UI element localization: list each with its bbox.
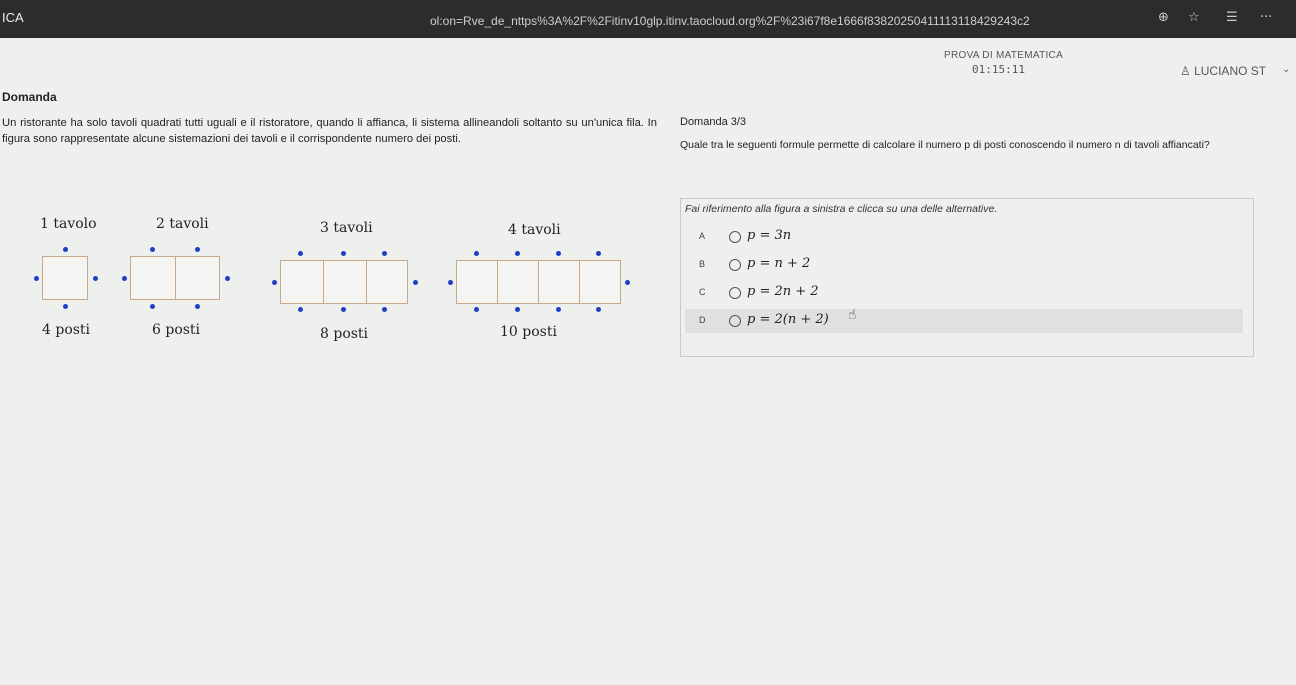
seat-dot [150,247,155,252]
table-group-3 [280,260,408,304]
more-icon[interactable]: ··· [1260,10,1273,25]
radio-icon[interactable] [729,315,741,327]
radio-icon[interactable] [729,259,741,271]
tab-title[interactable]: ICA [2,10,24,25]
seat-dot [382,307,387,312]
table-group-2 [130,256,220,300]
option-d[interactable]: D p = 2(n + 2) ☝ [685,309,1243,333]
main-content [0,90,1296,685]
exam-header [0,38,1296,95]
seat-dot [474,251,479,256]
figure-seats-label: 8 posti [320,326,369,342]
seat-dot [195,304,200,309]
chevron-down-icon[interactable]: ⌄ [1282,64,1291,75]
seat-dot [341,307,346,312]
hand-cursor-icon: ☝ [848,307,857,323]
question-stem: Un ristorante ha solo tavoli quadrati tutti uguali e il ristoratore, quando li affianca, li sistema allineandoli soltanto su un'unica fila. In figura sono rappresentate alcune sistemazioni dei tavoli e il corrispondente numero dei posti. [2,117,657,145]
table-group-4 [456,260,621,304]
tables-figure [30,214,660,354]
option-a[interactable]: A p = 3n [699,228,792,243]
option-c[interactable]: C p = 2n + 2 [699,284,819,299]
radio-icon[interactable] [729,287,741,299]
seat-dot [382,251,387,256]
seat-dot [225,276,230,281]
seat-dot [515,251,520,256]
seat-dot [272,280,277,285]
seat-dot [413,280,418,285]
zoom-icon[interactable]: ⊕ [1158,10,1169,25]
seat-dot [474,307,479,312]
seat-dot [34,276,39,281]
seat-dot [63,304,68,309]
figure-seats-label: 4 posti [42,322,91,338]
timer: 01:15:11 [972,63,1025,76]
seat-dot [195,247,200,252]
table-group-1 [42,256,88,300]
radio-icon[interactable] [729,231,741,243]
figure-tables-label: 4 tavoli [508,222,561,238]
seat-dot [448,280,453,285]
instruction: Fai riferimento alla figura a sinistra e clicca su una delle alternative. [685,203,998,215]
seat-dot [596,307,601,312]
figure-seats-label: 10 posti [500,324,557,340]
question-number: Domanda 3/3 [680,116,747,128]
question-text: Quale tra le seguenti formule permette di calcolare il numero p di posti conoscendo il numero n di tavoli affiancati? [680,139,1210,151]
option-b[interactable]: B p = n + 2 [699,256,811,271]
figure-tables-label: 2 tavoli [156,216,209,232]
seat-dot [93,276,98,281]
seat-dot [150,304,155,309]
test-name: PROVA DI MATEMATICA [944,50,1064,61]
seat-dot [596,251,601,256]
seat-dot [122,276,127,281]
user-name[interactable]: ♙ LUCIANO ST [1180,64,1267,78]
star-icon[interactable]: ☆ [1188,10,1200,25]
seat-dot [341,251,346,256]
seat-dot [63,247,68,252]
url-text[interactable]: ol:on=Rve_de_nttps%3A%2F%2Fitinv10glp.itinv.taocloud.org%2F%23i67f8e1666f83820250411113118429243c2 [430,14,1030,28]
figure-tables-label: 3 tavoli [320,220,373,236]
seat-dot [556,307,561,312]
left-title: Domanda [2,90,57,104]
figure-seats-label: 6 posti [152,322,201,338]
seat-dot [556,251,561,256]
browser-bar [0,0,1296,38]
answer-panel [680,198,1254,357]
seat-dot [625,280,630,285]
user-icon: ♙ [1180,64,1195,78]
seat-dot [298,307,303,312]
seat-dot [515,307,520,312]
figure-tables-label: 1 tavolo [40,216,97,232]
favorites-icon[interactable]: ☰ [1226,10,1238,25]
seat-dot [298,251,303,256]
